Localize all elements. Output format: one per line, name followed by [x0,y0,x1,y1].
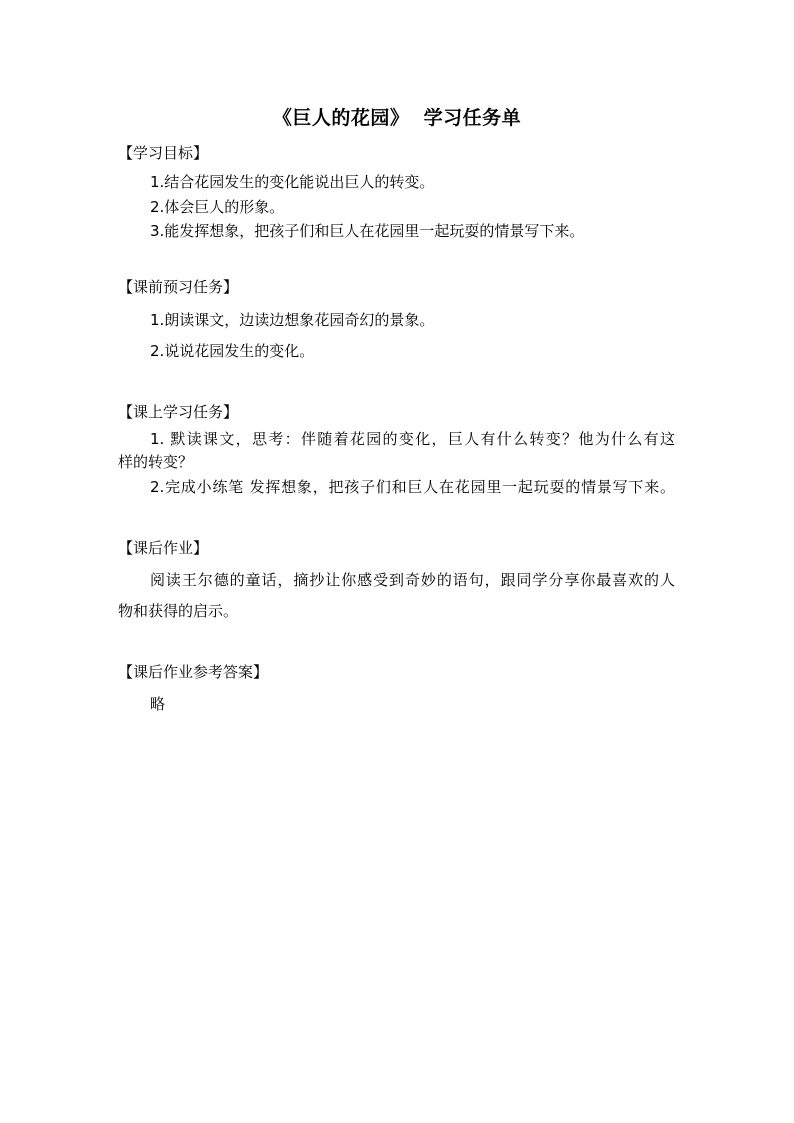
inclass-item-1-line-2: 样的转变？ [118,453,194,471]
inclass-item-2: 2.完成小练笔 发挥想象，把孩子们和巨人在花园里一起玩耍的情景写下来。 [150,478,675,496]
section-heading-inclass: 【课上学习任务】 [118,403,239,421]
goal-item-1: 1.结合花园发生的变化能说出巨人的转变。 [150,173,435,191]
preview-item-1: 1.朗读课文，边读边想象花园奇幻的景象。 [150,311,435,329]
section-heading-answer: 【课后作业参考答案】 [118,663,269,681]
goal-item-3: 3.能发挥想象，把孩子们和巨人在花园里一起玩耍的情景写下来。 [150,222,585,240]
goal-item-2: 2.体会巨人的形象。 [150,198,285,216]
section-heading-homework: 【课后作业】 [118,539,209,557]
preview-item-2: 2.说说花园发生的变化。 [150,342,315,360]
section-heading-goals: 【学习目标】 [118,144,209,162]
inclass-item-1-line-1: 1. 默读课文，思考：伴随着花园的变化，巨人有什么转变？他为什么有这 [150,430,675,448]
homework-line-1: 阅读王尔德的童话，摘抄让你感受到奇妙的语句，跟同学分享你最喜欢的人 [150,571,675,589]
homework-line-2: 物和获得的启示。 [118,602,239,620]
answer-text: 略 [150,695,166,713]
page-title: 《巨人的花园》 学习任务单 [272,107,522,129]
section-heading-preview: 【课前预习任务】 [118,278,239,296]
